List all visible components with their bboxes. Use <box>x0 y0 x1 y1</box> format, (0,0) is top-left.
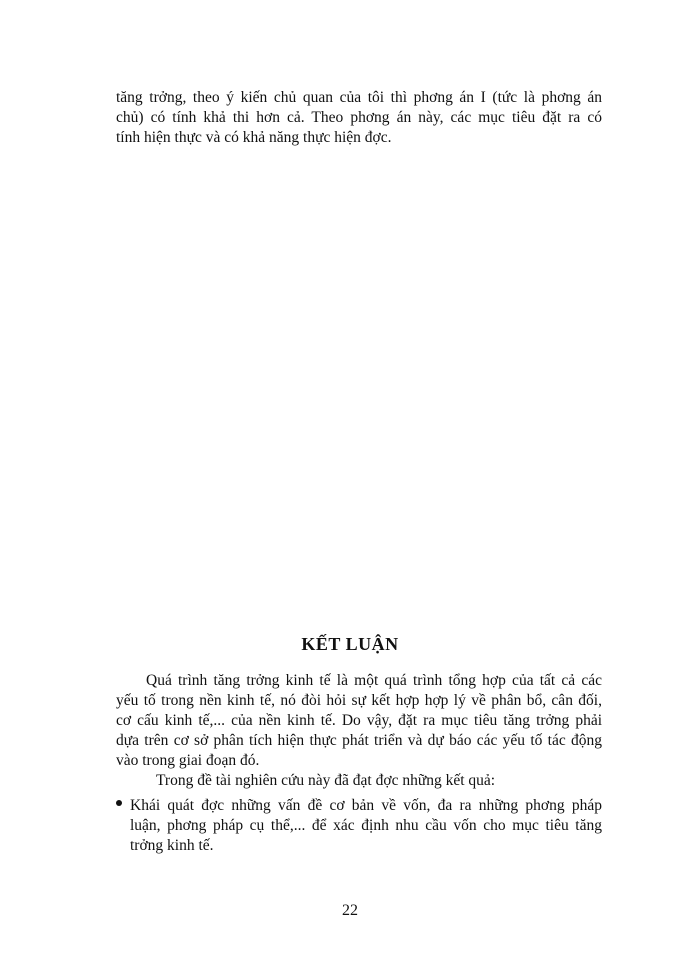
text-line: dựa trên cơ sở phân tích hiện thực phát triển và dự báo các yếu tố tác động <box>116 732 602 749</box>
section-heading: KẾT LUẬN <box>301 634 399 654</box>
text-line: Quá trình tăng trởng kinh tế là một quá trình tổng hợp của tất cả các <box>146 672 602 689</box>
text-line: tính hiện thực và có khả năng thực hiện đợc. <box>116 129 392 146</box>
conclusion-paragraph <box>116 671 602 771</box>
intro-paragraph <box>116 88 602 148</box>
bullet-item <box>116 796 602 856</box>
text-line: vào trong giai đoạn đó. <box>116 752 260 769</box>
text-line: luận, phơng pháp cụ thể,... để xác định nhu cầu vốn cho mục tiêu tăng <box>130 817 602 834</box>
text-line: tăng trởng, theo ý kiến chủ quan của tôi thì phơng án I (tức là phơng án <box>116 89 602 106</box>
results-intro: Trong đề tài nghiên cứu này đã đạt đợc những kết quả: <box>156 772 496 789</box>
bullet-text <box>130 796 602 856</box>
text-line: Khái quát đợc những vấn đề cơ bản về vốn, đa ra những phơng pháp <box>130 797 602 814</box>
text-line: trởng kinh tế. <box>130 837 214 854</box>
text-line: chủ) có tính khả thi hơn cả. Theo phơng án này, các mục tiêu đặt ra có <box>116 109 602 126</box>
bullet-icon <box>116 800 122 806</box>
text-line: cơ cấu kinh tế,... của nền kinh tế. Do vậy, đặt ra mục tiêu tăng trởng phải <box>116 712 602 729</box>
page-number: 22 <box>342 902 358 919</box>
text-line: yếu tố trong nền kinh tế, nó đòi hỏi sự kết hợp hợp lý về phân bổ, cân đối, <box>116 692 602 709</box>
